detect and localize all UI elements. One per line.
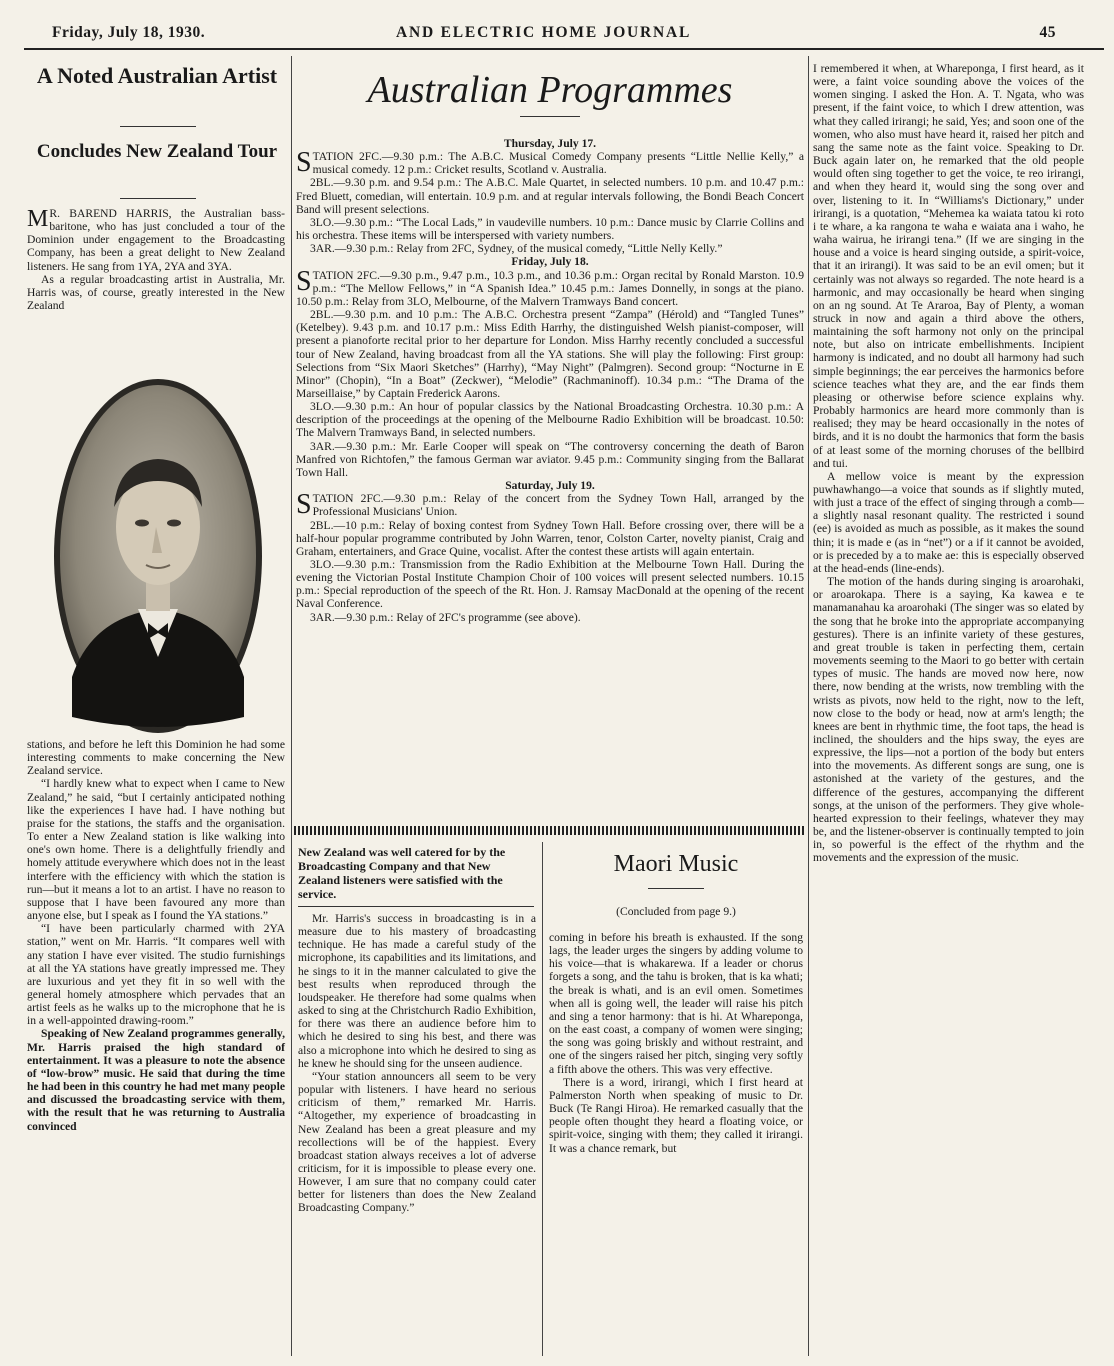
maori-music-continued xyxy=(813,62,1084,865)
lead-rule xyxy=(298,906,534,907)
programmes-listing: Thursday, July 17. STATION 2FC.—9.30 p.m.: The A.B.C. Musical Comedy Company presents “Little Nellie Kelly,” a musical comedy. 12 p.m.: Cricket results, Scotland v. Australia. 2BL.—9.30 p.m. and 9.54 p.m.: The A.B.C. Male Quartet, in selected numbers. 10 p.m. and 10.47 p.m.: Fred Bluett, comedian, will entertain. 10.9 p.m. and at regular intervals following, the Bondi Beach Concert Band will present selections. 3LO.—9.30 p.m.: “The Local Lads,” in vaudeville numbers. 10 p.m.: Dance music by Clarrie Collins and his orchestra. These items will be interspersed with variety numbers. 3AR.—9.30 p.m.: Relay from 2FC, Sydney, of the musical comedy, “Little Nelly Kelly.” Friday, July 18. STATION 2FC.—9.30 p.m., 9.47 p.m., 10.3 p.m., and 10.36 p.m.: Organ recital by Ronald Marston. 10.9 p.m.: “The Mellow Fellows,” in “A Spanish Idea.” 10.45 p.m.: James Donnelly, in songs at the piano. 10.50 p.m.: Relay from 3LO, Melbourne, of the Malvern Tramways Band concert. 2BL.—9.30 p.m. and 10 p.m.: The A.B.C. Orchestra present “Zampa” (Hérold) and “Tangled Tunes” (Ketelbey). 9.43 p.m. and 10.17 p.m.: Miss Edith Harrhy, the distinguished Welsh pianist-composer, will present a pianoforte recital prior to her departure for London. Miss Harrhy recently concluded a successful tour of New Zealand, having broadcast from all the YA stations. She will play the following: First group: Selections from “Six Maori Sketches” (Harrhy), “May Night” (Palmgren). Second group: “Nocturne in E Minor” (Chopin), “In a Boat” (Zeckwer), “Melodie” (Rachmaninoff). 10.34 p.m.: “The Drama of the Marseillaise,” by Captain Frederick Aarons. 3LO.—9.30 p.m.: An hour of popular classics by the National Broadcasting Orchestra. 10.30 p.m.: A description of the proceedings at the opening of the Melbourne Radio Exhibition will be broadcast. 10.50: The Malvern Tramways Band, in selected numbers. 3AR.—9.30 p.m.: Mr. Earle Cooper will speak on “The controversy concerning the death of Baron Manfred von Richtofen,” the famous German war aviator. 9.45 p.m.: Community singing from the Ballarat Town Hall. Saturday, July 19. STATION 2FC.—9.30 p.m.: Relay of the concert from the Sydney Town Hall, arranged by the Professional Musicians' Union. 2BL.—10 p.m.: Relay of boxing contest from Sydney Town Hall. Before crossing over, there will be a half-hour popular programme contributed by John Warren, tenor, Colston Carter, novelty pianist, Craig and Graham, entertainers, and Grace Quine, vocalist. After the contest these artists will again entertain. 3LO.—9.30 p.m.: Transmission from the Radio Exhibition at the Melbourne Town Hall. During the evening the Victorian Postal Institute Champion Choir of 100 voices will present selected numbers. 10.15 p.m.: Special reproduction of the speech of the Rt. Hon. J. Ramsay MacDonald at the opening of the recent Naval Conference. 3AR.—9.30 p.m.: Relay of 2FC's programme (see above). xyxy=(296,137,804,624)
programmes-title-rule xyxy=(520,116,580,117)
title-rule xyxy=(120,126,196,127)
continued-from-note: (Concluded from page 9.) xyxy=(616,905,736,918)
article-paragraph: “Your station announcers all seem to be very popular with listeners. I have heard no serious criticism of them,” remarked Mr. Harris. “Altogether, my experience of broadcasting in New Zealand has been a great pleasure and my recollections will be of the happiest. Every broadcast station always receives a lot of adverse criticism, for it is impossible to please every one. However, I am sure that no company could cater better for listeners than does the New Zealand Broadcasting Company.” xyxy=(298,1069,536,1215)
station-entry: 2BL.—10 p.m.: Relay of boxing contest from Sydney Town Hall. Before crossing over, there will be a half-hour popular programme contributed by John Warren, tenor, Colston Carter, novelty pianist, Craig and Graham, entertainers, and Grace Quine, vocalist. After the contest these artists will again entertain. xyxy=(296,518,804,558)
header-date: Friday, July 18, 1930. xyxy=(52,24,206,41)
article-paragraph: The motion of the hands during singing is aroarohaki, or aroarokapa. There is a saying, Ka kawea e te manamanahau ka aroarohaki (The singer was so elated by the song that he broke into the appropriate accompanying gestures). There is an infinite variety of these gestures, and great trouble is taken in perfecting them, certain movements seeming to the Maori to go better with certain types of music. The hands are moved now here, now there, now bending at the wrists, now trembling with the wrists as pivots, now held to the right, now to the left, now close to the body or head, now at arm's length; the knees are bent in rhythmic time, the foot taps, the head is inclined, the shoulders and the hips sway, the eyes are expressive, the lips—not a portion of the body but enters into the movements. As different songs are sung, one is astonished at the variety of the gestures, and the difference of the gestures, accompanying the different songs, at the unison of the performers. They give whole-hearted expression to their feelings, whatever they may be, and the listener-observer is continually tempted to join in, so powerful is the effect of the rhythm and the movements and the expression of the music. xyxy=(813,575,1084,865)
article-paragraph: “I hardly knew what to expect when I came to New Zealand,” he said, “but I certainly anticipated nothing like the experiences I have had. I have nothing but praise for the stations, the staffs and the organisation. To enter a New Zealand station is like walking into one's own home. There is a delightfully friendly and homely attitude everywhere which does not in the least interfere with the efficiency with which the station is run—but it means a lot to an artist. I have no reason to suppose that I have been favoured any more than anyone else, but I speak as I found the YA stations.” xyxy=(27,777,285,923)
station-entry: 3LO.—9.30 p.m.: Transmission from the Radio Exhibition at the Melbourne Town Hall. During the evening the Victorian Postal Institute Champion Choir of 100 voices will present selected numbers. 10.15 p.m.: Special reproduction of the speech of the Rt. Hon. J. Ramsay MacDonald at the opening of the recent Naval Conference. xyxy=(296,558,804,611)
article-continued xyxy=(298,912,536,1215)
station-entry: 3LO.—9.30 p.m.: An hour of popular classics by the National Broadcasting Orchestra. 10.30 p.m.: A description of the proceedings at the opening of the Melbourne Radio Exhibition will be broadcast. 10.50: The Malvern Tramways Band, in selected numbers. xyxy=(296,400,804,440)
maori-music-title: Maori Music xyxy=(613,851,739,877)
dropcap: S xyxy=(296,147,312,179)
header-page-number: 45 xyxy=(1039,24,1056,41)
article-paragraph: There is a word, irirangi, which I first heard at Palmerston North when speaking of music to Dr. Buck (Te Rangi Hiroa). He remarked casually that the people often thought they heard a floating voice, or spirit-voice, singing with them; they called it irirangi. It was a chance remark, but xyxy=(549,1075,803,1155)
portrait-photo xyxy=(52,377,264,735)
subtitle-rule xyxy=(120,198,196,199)
day-heading: Friday, July 18. xyxy=(511,255,589,269)
ornamental-divider xyxy=(294,826,806,835)
page-header xyxy=(0,0,1114,46)
maori-music-body xyxy=(549,931,803,1155)
station-entry: 2BL.—9.30 p.m. and 10 p.m.: The A.B.C. Orchestra present “Zampa” (Hérold) and “Tangled Tunes” (Ketelbey). 9.43 p.m. and 10.17 p.m.: Miss Edith Harrhy, the distinguished Welsh pianist-composer, will present a pianoforte recital prior to her departure for London. Miss Harrhy recently concluded a successful tour of New Zealand, having broadcast from all the YA stations. She will play the following: First group: Selections from “Six Maori Sketches” (Harrhy), “May Night” (Palmgren). Second group: “Nocturne in E Minor” (Chopin), “In a Boat” (Zeckwer), “Melodie” (Rachmaninoff). 10.34 p.m.: “The Drama of the Marseillaise,” by Captain Frederick Aarons. xyxy=(296,308,804,400)
programmes-title: Australian Programmes xyxy=(367,69,733,111)
article-subtitle: Concludes New Zealand Tour xyxy=(36,141,278,162)
column-rule-1 xyxy=(291,56,292,1356)
article-title: A Noted Australian Artist xyxy=(36,63,278,88)
continued-lead: New Zealand was well catered for by the Broadcasting Company and that New Zealand listeners were satisfied with the service. xyxy=(298,845,506,901)
article-paragraph: coming in before his breath is exhausted. If the song lags, the leader urges the singers by adding volume to his voice—that is whakarewa. If a leader or chorus forgets a song, and the tahu is broken, that is ka whati; the break is whati, and is an evil omen. Sometimes when all is going well, the leader will raise his pitch and sing a tenor harmony: that is hi. At Whareponga, on the east coast, a company of women were singing; the song was going briskly and without restraint, and one of the singers raised her pitch, singing very softly a fifth above the others. This was very effective. xyxy=(549,931,803,1076)
maori-title-rule xyxy=(648,888,704,889)
portrait-image xyxy=(52,377,264,735)
column-rule-3 xyxy=(542,842,543,1356)
station-entry: 3LO.—9.30 p.m.: “The Local Lads,” in vaudeville numbers. 10 p.m.: Dance music by Clarrie Collins and his orchestra. These items will be interspersed with variety numbers. xyxy=(296,215,804,243)
station-entry: 3AR.—9.30 p.m.: Relay from 2FC, Sydney, of the musical comedy, “Little Nelly Kelly.” xyxy=(310,242,723,256)
column-rule-2 xyxy=(808,56,809,1356)
day-heading: Saturday, July 19. xyxy=(505,479,595,493)
article-paragraph: A mellow voice is meant by the expression puwhawhango—a voice that sounds as if slightly muted, with just a trace of the effect of singing through a comb—a slightly nasal resonant quality. The restricted i sound (ee) is avoided as much as possible, as it makes the sound thin; it is made e (as in “net”) or a if it cannot be avoided, or is preceded by a to make ae: this is especially observed at the head-ends (line-ends). xyxy=(813,469,1084,575)
station-entry: 3AR.—9.30 p.m.: Mr. Earle Cooper will speak on “The controversy concerning the death of Baron Manfred von Richtofen,” the famous German war aviator. 9.45 p.m.: Community singing from the Ballarat Town Hall. xyxy=(296,439,804,479)
dropcap: S xyxy=(296,489,312,521)
station-entry: 3AR.—9.30 p.m.: Relay of 2FC's programme (see above). xyxy=(310,610,581,624)
article-paragraph: Mr. Harris's success in broadcasting is in a measure due to his mastery of broadcasting technique. He has made a careful study of the microphone, its capabilities and its limitations, and he sings to it in the manner calculated to give the best results when reproduced through the loudspeaker. He therefore had some qualms when asked to sing at the Christchurch Radio Exhibition, for there was there an audience before him to which he desired to sing his best, and there was also a microphone into which he desired to sing as he knew he should sing for the unseen audience. xyxy=(298,912,536,1070)
article-paragraph: “I have been particularly charmed with 2YA station,” went on Mr. Harris. “It compares well with any station I have ever visited. The studio furnishings at all the YA stations have greatly impressed me. They are luxurious and yet they fit in so well with the general homely atmosphere which pervades that an artist feels as he walks up to the microphone that he is in a well-appointed drawing-room.” xyxy=(27,922,285,1028)
header-rule xyxy=(24,48,1104,50)
article-paragraph: stations, and before he left this Dominion he had some interesting comments to make concerning the New Zealand service. xyxy=(27,738,285,778)
article-paragraph: As a regular broadcasting artist in Australia, Mr. Harris was, of course, greatly interested in the New Zealand xyxy=(27,272,285,313)
day-heading: Thursday, July 17. xyxy=(503,137,597,150)
article-paragraph: Speaking of New Zealand programmes generally, Mr. Harris praised the high standard of entertainment. It was a pleasure to note the absence of “low-brow” music. He said that during the time he had been in this country he had met many people and discussed the broadcasting service with them, with the result that he was returning to Australia convinced xyxy=(27,1027,285,1133)
article-body xyxy=(27,738,285,1133)
article-paragraph: I remembered it when, at Whareponga, I first heard, as it were, a faint voice sounding above the voices of the women singing. I asked the Hon. A. T. Ngata, who was present, if the faint voice, to which I drew attention, was what they called irirangi; he said, Yes; and soon one of the women, who also must have heard it, raised her pitch and sang the same note as the faint voice. Speaking to Dr. Buck again later on, he remarked that the old people would often sing together to get the voice, te reo irirangi, and when they heard it, would sing the song over and over, listening to it. In “Williams's Dictionary,” under irirangi, is a quotation, “Mehemea ka waiata tatou ki roto i te whare, a ka rangona te waha e waiata ana i waho, he waha wairua, he irirangi tena.” (If we are singing in the house and a voice is heard singing outside, a spirit-voice, that it an irirangi). It was said to be an evil omen; but it certainly was not always so regarded. The note heard is a harmonic, and may occasionally be heard when singing on an ng sound. At Te Araroa, Bay of Plenty, a woman struck in now and again a third above the others, maintaining the soft harmony not only on the principal note, but also on intricate embellishments. Incipient harmony is indicated, and no doubt all harmony had such simple beginnings; the ear perceives the harmonics before science teaches what they are, and the ear finds them pleasing or otherwise before science explains why. Probably harmonics are heard more commonly than is realised; they may be heard occasionally in the notes of birds, and it is no doubt the harmonics that form the basis of at least some of the morning choruses of the bellbird and tui. xyxy=(813,62,1084,470)
article-intro: M R. BAREND HARRIS, the Australian bass-baritone, who has just concluded a tour of the Dominion under engagement to the Broadcasting Company, has been a great delight to New Zealand listeners. He sang from 1YA, 2YA and 3YA. As a regular broadcasting artist in Australia, Mr. Harris was, of course, greatly interested in the New Zealand xyxy=(27,206,285,313)
header-journal-title: AND ELECTRIC HOME JOURNAL xyxy=(396,24,692,41)
station-entry: 2BL.—9.30 p.m. and 9.54 p.m.: The A.B.C. Male Quartet, in selected numbers. 10 p.m. and 10.47 p.m.: Fred Bluett, comedian, will entertain. 10.9 p.m. and at regular intervals following, the Bondi Beach Concert Band will present selections. xyxy=(296,176,804,216)
dropcap: S xyxy=(296,265,312,297)
dropcap: M xyxy=(27,206,49,232)
